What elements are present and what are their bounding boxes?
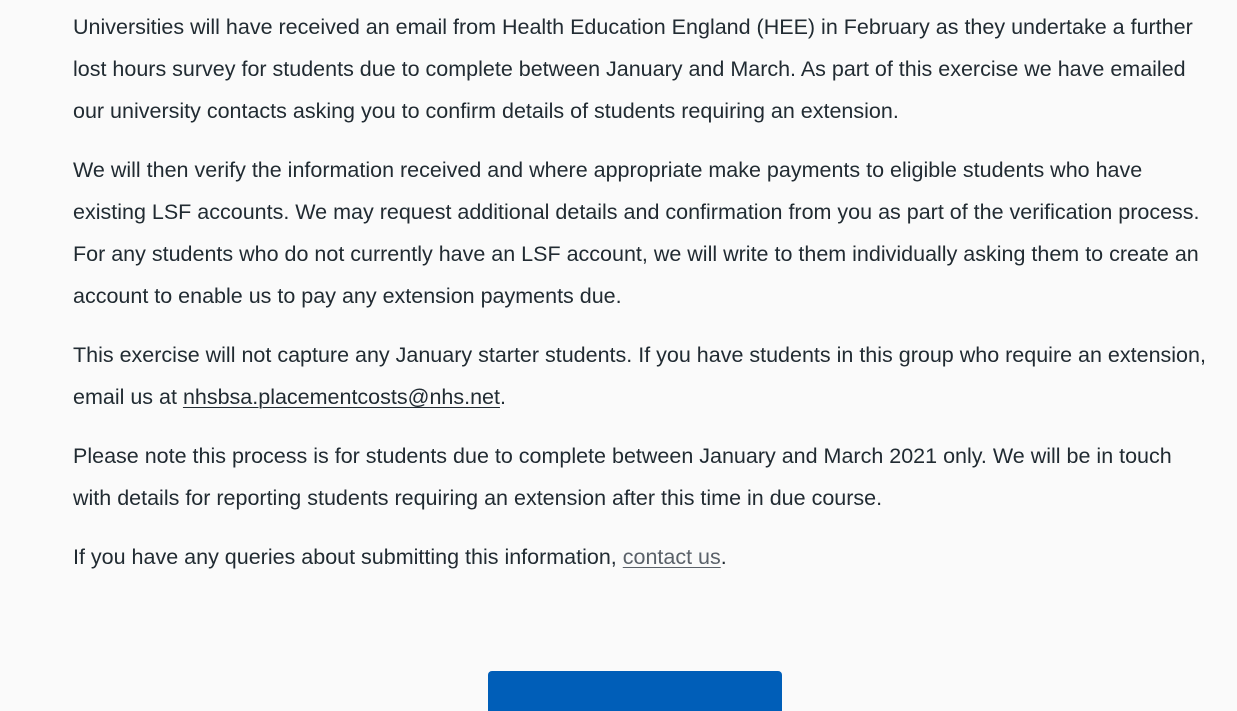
main-content [73,6,1213,595]
paragraph-queries-text: If you have any queries about submitting this information, [73,545,623,569]
paragraph-hee-survey: Universities will have received an email from Health Education England (HEE) in February as they undertake a further lost hours survey for students due to complete between January and March. As part of this exercise we have emailed our university contacts asking you to confirm details of students requiring an extension. [73,15,1193,123]
contact-us-link[interactable]: contact us [622,545,721,569]
email-link[interactable]: nhsbsa.placementcosts@nhs.net [182,385,500,409]
paragraph-january-starters-end: . [499,385,506,409]
paragraph-january-starters [73,334,1213,418]
paragraph-process-note: Please note this process is for students due to complete between January and March 2021 only. We will be in touch with details for reporting students requiring an extension after this time in due course. [73,444,1172,510]
paragraph-queries [73,536,1213,578]
primary-action-button[interactable] [488,671,782,711]
paragraph-verification: We will then verify the information received and where appropriate make payments to eligible students who have existing LSF accounts. We may request additional details and confirmation from you as part of the verification process. For any students who do not currently have an LSF account, we will write to them individually asking them to create an account to enable us to pay any extension payments due. [73,158,1200,308]
paragraph-queries-end: . [720,545,727,569]
paragraph-january-starters-text: This exercise will not capture any January starter students. If you have students in this group who require an extension, email us at [73,343,1206,409]
